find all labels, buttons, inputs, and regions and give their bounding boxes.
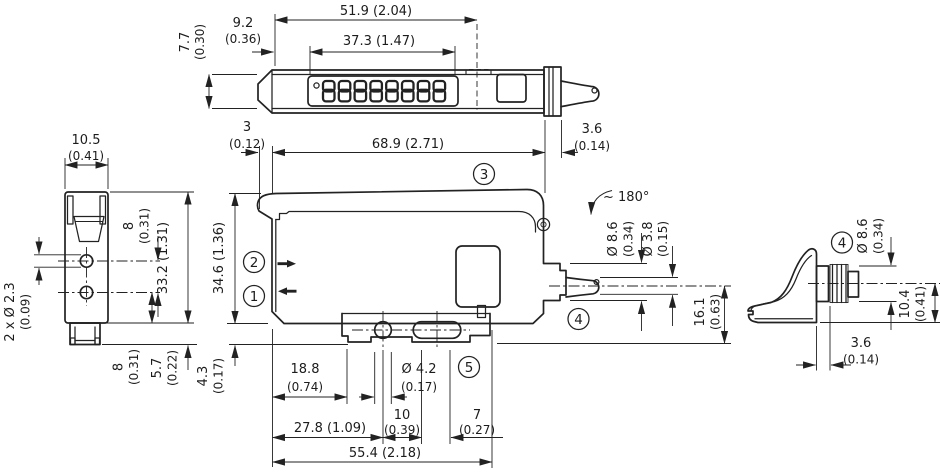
connector-end-cap	[848, 272, 859, 298]
label-area	[456, 246, 500, 307]
dia-3-8-inch-label: (0.15)	[656, 220, 670, 258]
dim-10-inch-label: (0.39)	[383, 423, 421, 437]
dim-16-1-label: 16.1	[693, 297, 708, 327]
conn-dim-3-6-label: 3.6	[850, 336, 872, 351]
indicator-led	[314, 83, 319, 88]
dia-4-2-label: Ø 4.2	[401, 362, 437, 377]
din-clamp-outline	[342, 314, 490, 343]
callout-1	[244, 286, 265, 307]
clamp-arm-left	[68, 196, 74, 224]
dim-3-label: 3	[242, 120, 252, 135]
callout-4	[568, 309, 589, 330]
dim-10-label: 10	[393, 408, 411, 423]
dim-8-top-inch-label: (0.31)	[137, 207, 152, 245]
dim-7-7-label: 7.7	[178, 31, 193, 53]
svg-text:3: 3	[479, 166, 489, 183]
dim-9-2-inch-label: (0.36)	[224, 32, 262, 46]
dim-18-8-inch-label: (0.74)	[286, 380, 324, 394]
teach-button[interactable]	[497, 75, 526, 103]
callout-2	[244, 252, 265, 273]
plug-foot	[71, 338, 76, 345]
cable-stub-side	[566, 278, 599, 298]
callout-3	[474, 164, 495, 185]
callout-5	[459, 357, 480, 378]
conn-dia-8-6-inch-label: (0.34)	[871, 217, 886, 255]
svg-text:1: 1	[249, 288, 259, 305]
conn-dim-10-4-inch-label: (0.41)	[913, 285, 928, 323]
connector-boot-inner-line	[751, 256, 812, 311]
angle-note-label: ~ 180°	[603, 190, 650, 205]
dia-8-6-inch-label: (0.34)	[621, 220, 636, 258]
dim-37-3-label: 37.3 (1.47)	[342, 34, 416, 49]
front-view	[3, 133, 197, 386]
dim-33-2-label: 33.2 (1.31)	[156, 221, 171, 295]
dim-18-8-label: 18.8	[290, 362, 320, 377]
dim-7-label: 7	[472, 408, 482, 423]
svg-text:4: 4	[837, 235, 847, 252]
dim-10-5-label: 10.5	[71, 133, 101, 148]
dim-7-7-inch-label: (0.30)	[193, 23, 207, 61]
cover-inner-line	[276, 212, 536, 233]
conn-dim-10-4-label: 10.4	[898, 289, 913, 319]
connector-view	[748, 218, 940, 371]
dim-16-1-inch-label: (0.63)	[708, 293, 723, 331]
dia-3-8-label: Ø 3.8	[641, 221, 656, 257]
dim-3-6-label: 3.6	[581, 122, 603, 137]
dim-2x2-3-inch-label: (0.09)	[18, 293, 33, 331]
dim-55-4-label: 55.4 (2.18)	[348, 446, 422, 461]
dia-8-6-label: Ø 8.6	[606, 221, 621, 257]
dia-4-2-inch-label: (0.17)	[400, 380, 438, 394]
dim-5-7-label: 5.7	[150, 357, 165, 379]
plug-foot	[95, 338, 100, 345]
svg-text:5: 5	[464, 359, 474, 376]
dim-7-inch-label: (0.27)	[458, 423, 496, 437]
dim-68-9-label: 68.9 (2.71)	[371, 137, 445, 152]
dim-34-6-label: 34.6 (1.36)	[212, 221, 227, 295]
dim-5-7-inch-label: (0.22)	[165, 349, 180, 387]
side-view-body-outline	[258, 190, 567, 324]
fiber-release-arrow-icon	[278, 287, 297, 295]
dim-8-bottom-label: 8	[111, 362, 127, 372]
dim-8-top-label: 8	[122, 221, 137, 231]
svg-text:2: 2	[249, 254, 259, 271]
conn-dim-3-6-inch-label: (0.14)	[842, 352, 880, 367]
fiber-insert-arrow-icon	[278, 260, 297, 268]
conn-dia-8-6-label: Ø 8.6	[856, 218, 871, 254]
dim-51-9-label: 51.9 (2.04)	[339, 4, 413, 19]
svg-text:4: 4	[574, 311, 583, 328]
dim-4-3-inch-label: (0.17)	[211, 357, 226, 395]
callout-4-connector	[832, 232, 853, 253]
side-view	[196, 120, 731, 468]
dim-3-inch-label: (0.12)	[228, 137, 266, 151]
dim-10-5-inch-label: (0.41)	[67, 149, 105, 163]
cable-stub-top	[561, 81, 599, 107]
dim-27-8-label: 27.8 (1.09)	[293, 421, 367, 436]
dim-9-2-label: 9.2	[232, 16, 254, 31]
cable-tip-detail	[592, 88, 597, 93]
dim-2x2-3-label: 2 x Ø 2.3	[3, 282, 18, 342]
dim-4-3-label: 4.3	[196, 365, 211, 387]
top-view	[178, 4, 599, 116]
dim-8-bottom-inch-label: (0.31)	[127, 348, 141, 386]
dim-3-6-inch-label: (0.14)	[573, 139, 611, 153]
